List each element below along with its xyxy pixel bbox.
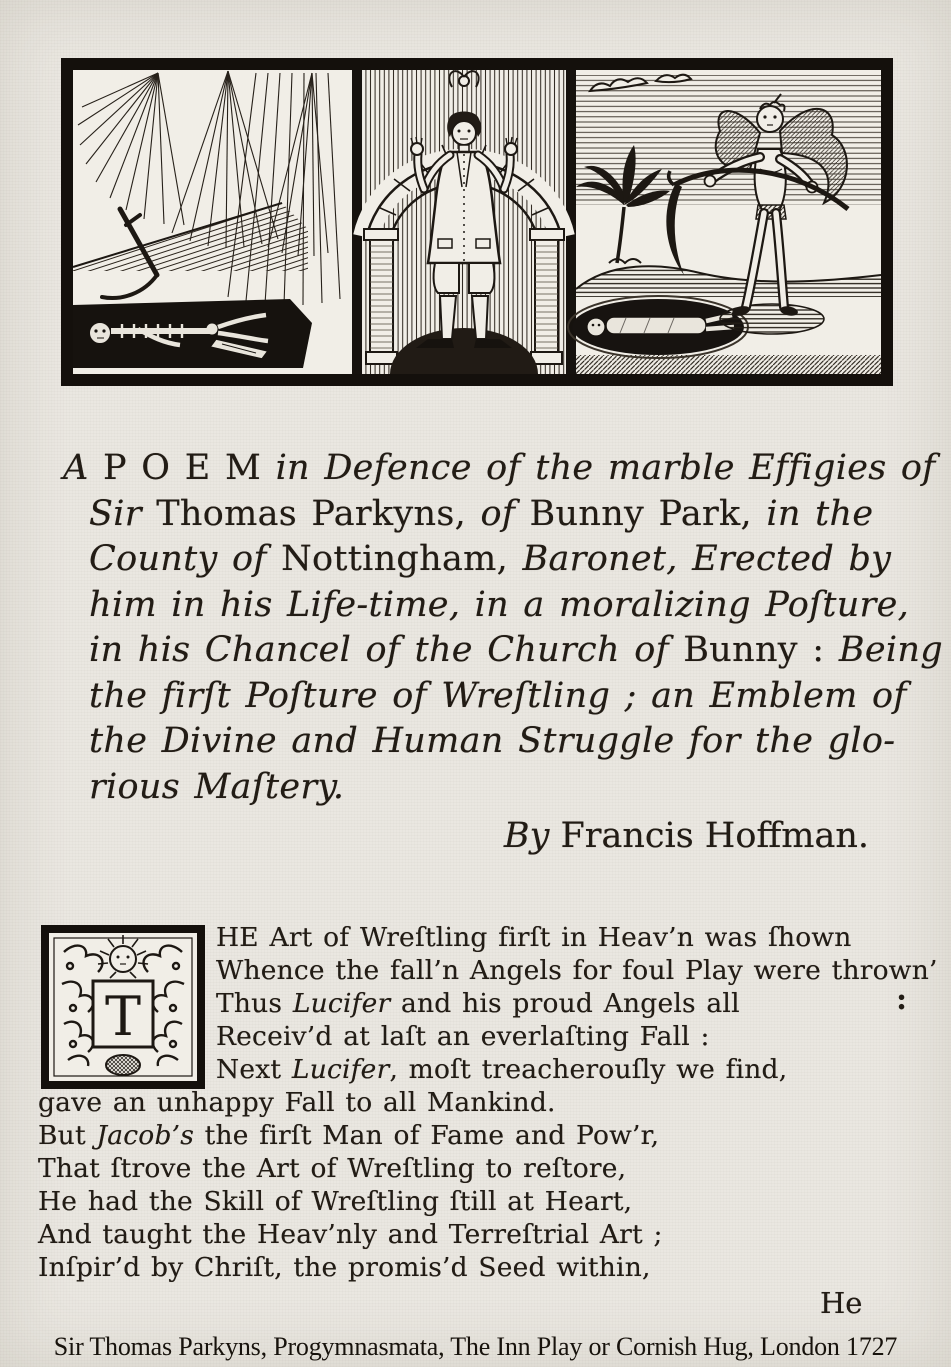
poem-line: And taught the Heav’nly and Terreſtrial Art ;	[38, 1219, 663, 1250]
title-line: A P O E M in Defence of the marble Effigies of	[63, 448, 936, 488]
poem-line: gave an unhappy Fall to all Mankind.	[38, 1087, 556, 1118]
poem-line: Inſpir’d by Chriſt, the promis’d Seed within,	[38, 1252, 651, 1283]
poem-body	[36, 921, 941, 1284]
poem-line: Whence the fall’n Angels for foul Play were thrown’	[216, 955, 938, 986]
poem-line: Thus Lucifer and his proud Angels all	[216, 988, 740, 1019]
title-line: rious Maſtery.	[89, 766, 345, 807]
title-line: in his Chancel of the Church of Bunny : Being	[89, 630, 943, 670]
drop-cap-letter: T	[104, 985, 142, 1048]
byline	[63, 814, 873, 859]
source-caption: Sir Thomas Parkyns, Progymnasmata, The Inn Play or Cornish Hug, London 1727	[53, 1332, 898, 1361]
poem-line: Receiv’d at laſt an everlaſting Fall :	[216, 1021, 710, 1052]
catchword: He	[820, 1286, 863, 1320]
poem-indented-lines	[36, 921, 941, 1086]
woodcut-illustration	[60, 56, 894, 388]
title-line: him in his Life-time, in a moralizing Poſture,	[89, 584, 910, 625]
woodcut-headpiece	[60, 56, 894, 388]
poem-line: But Jacob’s the firſt Man of Fame and Pow’r,	[38, 1120, 660, 1151]
title-line: the Divine and Human Struggle for the glo-	[89, 721, 896, 761]
title-line: County of Nottingham, Baronet, Erected by	[89, 539, 892, 579]
poem-line: HE Art of Wreſtling firſt in Heav’n was ſhown	[216, 922, 852, 953]
title-line: Sir Thomas Parkyns, of Bunny Park, in the	[89, 493, 874, 534]
title-line: the firſt Poſture of Wreſtling ; an Emblem of	[89, 675, 907, 716]
panel-death-under-sunrays	[73, 70, 352, 374]
triplet-brace-colon: :	[896, 982, 908, 1017]
poem-full-lines	[36, 1086, 941, 1284]
panel-parkyns-in-arch	[362, 70, 566, 374]
poem-line: He had the Skill of Wreſtling ſtill at Heart,	[38, 1186, 633, 1217]
panel-time-with-scythe	[568, 70, 881, 374]
poem-line: That ſtrove the Art of Wreſtling to reſtore,	[38, 1153, 627, 1184]
poem-title	[63, 446, 943, 810]
foreground-hatching	[576, 355, 881, 374]
poem-line: Next Lucifer, moſt treacherouſly we find,	[216, 1054, 788, 1085]
byline-text: By Francis Hoffman.	[503, 816, 869, 856]
